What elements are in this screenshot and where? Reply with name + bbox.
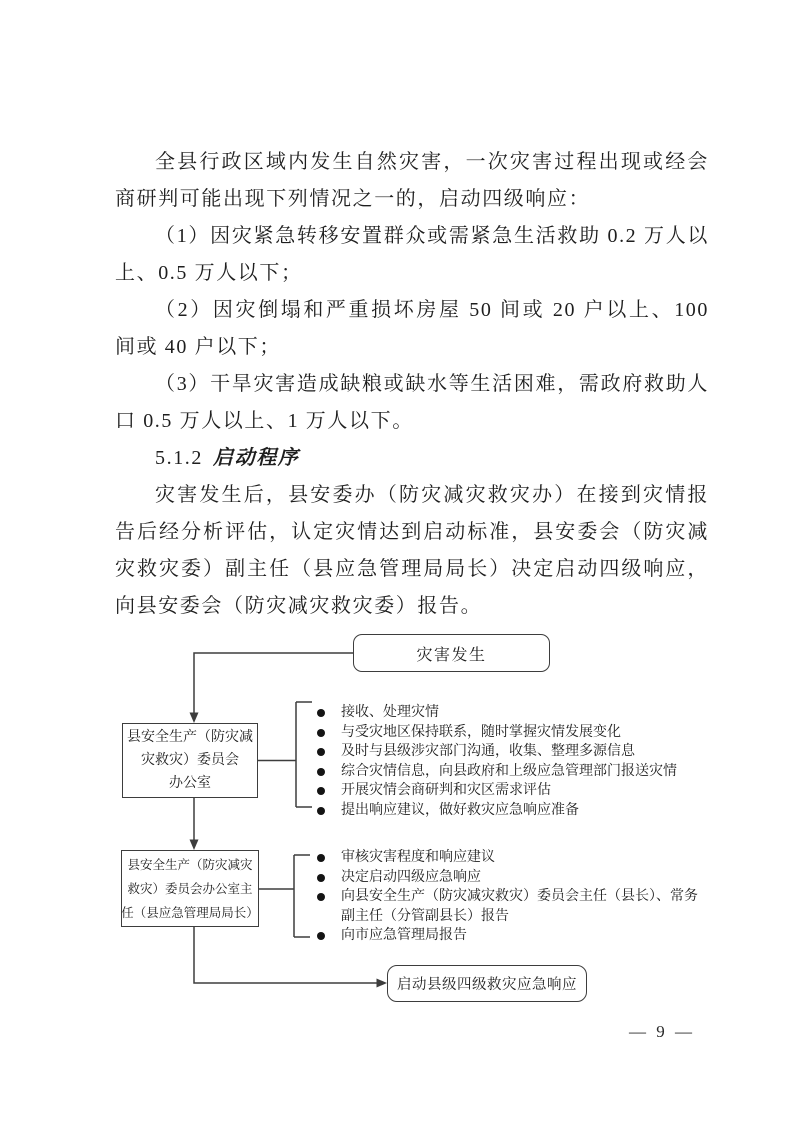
section-number: 5.1.2 bbox=[155, 447, 203, 469]
bracket-office-tasks bbox=[258, 702, 312, 807]
bullet-icon bbox=[317, 854, 325, 862]
bullet-icon bbox=[317, 709, 325, 717]
task-text: 审核灾害程度和响应建议 bbox=[341, 850, 495, 865]
box-line: 救灾）委员会办公室主 bbox=[127, 881, 253, 896]
task-text: 提出响应建议，做好救灾应急响应准备 bbox=[341, 802, 579, 818]
bracket-director-tasks bbox=[259, 855, 310, 937]
task-item bbox=[314, 742, 696, 762]
box-line: 任（县应急管理局局长） bbox=[121, 905, 259, 920]
task-text: 综合灾情信息，向县政府和上级应急管理部门报送灾情 bbox=[341, 763, 677, 779]
task-text: 接收、处理灾情 bbox=[341, 705, 439, 720]
task-item bbox=[314, 926, 698, 946]
bullet-icon bbox=[317, 768, 325, 776]
flow-box-activate-response: 启动县级四级救灾应急响应 bbox=[387, 965, 587, 1002]
flow-box-disaster-occurs: 灾害发生 bbox=[353, 634, 550, 672]
task-text: 与受灾地区保持联系，随时掌握灾情发展变化 bbox=[341, 724, 621, 740]
director-task-list bbox=[314, 848, 698, 946]
task-text: 决定启动四级应急响应 bbox=[341, 869, 481, 885]
page-number: — 9 — bbox=[629, 1022, 695, 1041]
bullet-icon bbox=[317, 807, 325, 815]
box-line: 县安全生产（防灾减 bbox=[127, 730, 253, 745]
task-text: 及时与县级涉灾部门沟通，收集、整理多源信息 bbox=[341, 744, 635, 759]
task-text: 开展灾情会商研判和灾区需求评估 bbox=[341, 783, 551, 798]
task-item bbox=[314, 781, 696, 801]
bullet-icon bbox=[317, 729, 325, 737]
task-item bbox=[314, 762, 696, 782]
task-item bbox=[314, 801, 696, 821]
task-item bbox=[314, 868, 698, 888]
section-title: 启动程序 bbox=[213, 447, 300, 469]
arrowhead-right-icon bbox=[377, 979, 388, 988]
arrowhead-down-icon bbox=[190, 840, 199, 851]
paragraph-procedure: 灾害发生后，县安委办（防灾减灾救灾办）在接到灾情报告后经分析评估，认定灾情达到启动标准，县安委会（防灾减灾救灾委）副主任（县应急管理局局长）决定启动四级响应，向县安委会（防灾减灾救灾委）报告。 bbox=[115, 484, 709, 617]
section-heading bbox=[115, 440, 709, 477]
body-text bbox=[115, 144, 709, 625]
flow-box-committee-office bbox=[122, 723, 258, 798]
bullet-icon bbox=[317, 748, 325, 756]
paragraph-condition-1: （1）因灾紧急转移安置群众或需紧急生活救助 0.2 万人以上、0.5 万人以下； bbox=[115, 225, 709, 284]
task-item bbox=[314, 703, 696, 723]
task-item bbox=[314, 848, 698, 868]
paragraph-intro: 全县行政区域内发生自然灾害，一次灾害过程出现或经会商研判可能出现下列情况之一的，启动四级响应： bbox=[115, 151, 709, 210]
bullet-icon bbox=[317, 874, 325, 882]
task-text: 向县安全生产（防灾减灾救灾）委员会主任（县长）、常务副主任（分管副县长）报告 bbox=[341, 889, 698, 924]
task-item bbox=[314, 723, 696, 743]
paragraph-condition-2: （2）因灾倒塌和严重损坏房屋 50 间或 20 户以上、100 间或 40 户以下； bbox=[115, 299, 709, 358]
arrowhead-down-icon bbox=[190, 713, 199, 724]
box-line: 办公室 bbox=[169, 776, 211, 791]
flow-box-office-director bbox=[121, 850, 259, 927]
bullet-icon bbox=[317, 787, 325, 795]
bullet-icon bbox=[317, 932, 325, 940]
paragraph-condition-3: （3）干旱灾害造成缺粮或缺水等生活困难，需政府救助人口 0.5 万人以上、1 万人以下。 bbox=[115, 373, 709, 432]
office-task-list bbox=[314, 703, 696, 820]
box-line: 灾救灾）委员会 bbox=[141, 753, 239, 768]
box-line: 县安全生产（防灾减灾 bbox=[127, 857, 253, 872]
task-text: 向市应急管理局报告 bbox=[341, 928, 467, 943]
task-item bbox=[314, 887, 698, 926]
bullet-icon bbox=[317, 893, 325, 901]
